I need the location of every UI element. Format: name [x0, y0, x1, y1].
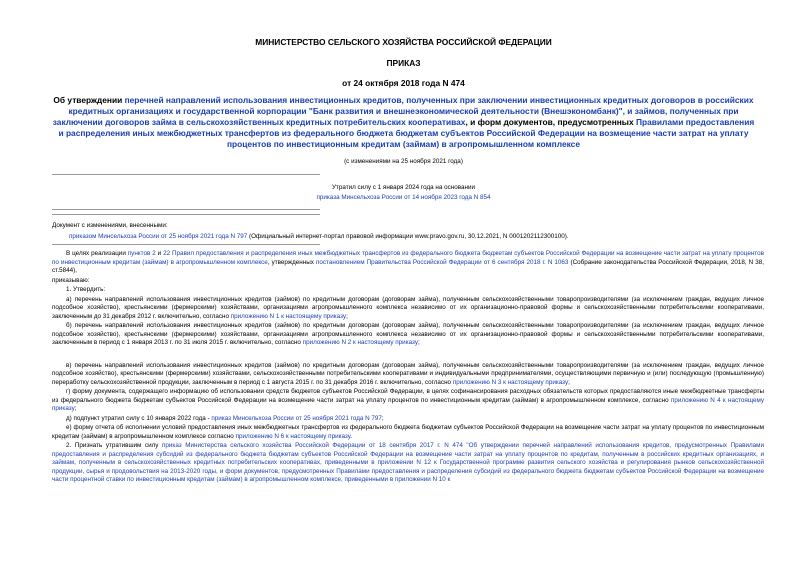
item-a — [52, 296, 764, 322]
item-v-text: в) перечень направлений использования инвестиционных кредитов (займов) по кредитным договорам (договорам займа), полученным сельскохозяйственными товаропроизводителями (за исключением граждан, ведущих личное подсобное хозяйство), крестьянскими (фермерскими) хозяйствами, сельскохозяйственными потребительскими кооперативами и индивидуальными предпринимателями, осуществляющими первичную и (или) последующую (промышленную) переработку сельскохозяйственной продукции, заключенным в период с 1 августа 2015 г. по 31 декабря 2016 г. включительно, согласно — [52, 361, 764, 386]
title-link-rules[interactable]: Правилами предоставления и распределения иных межбюджетных трансфертов из федерального бюджета бюджетам субъектов Российской Федерации на возмещение части затрат на уплату процентов по инвестиционным кредитам (займам) в агропромышленном комплексе — [58, 117, 755, 149]
intro-text: и — [155, 250, 164, 257]
title-prefix: Об утверждении — [53, 95, 125, 105]
item-v-end: ; — [568, 378, 570, 386]
item-g-text: г) форму документа, содержащего информацию об использовании средств бюджетов субъектов Российской Федерации, в целях софинансирования расходных обязательств которых предоставляются иные межбюджетные трансферты из федерального бюджета бюджетам субъектов Российской Федерации на возмещение части затрат на уплату процентов по инвестиционным кредитам (займам) в агропромышленном комплексе, согласно — [52, 388, 764, 404]
divider — [52, 209, 320, 210]
divider — [52, 244, 320, 245]
item-d-end: ; — [381, 414, 384, 422]
item-e — [52, 424, 764, 441]
document-type: ПРИКАЗ — [386, 58, 421, 68]
link-government-decree[interactable]: постановлением Правительства Российской Федерации от 6 сентября 2018 г. N 1063 — [315, 258, 569, 266]
link-rules-point-22[interactable]: 22 Правил предоставления и распределения иных межбюджетных трансфертов из федерального бюджета бюджетам субъектов Российской Федерации на возмещение части затрат на уплату процентов по инвестиционным кредитам (займам) в агропромышленном комплексе — [52, 250, 764, 266]
item-b — [52, 322, 764, 348]
intro-text: (Собрание законодательства Российской Федерации, 2018, N 38, ст.5844), — [52, 258, 764, 274]
ministry-heading: МИНИСТЕРСТВО СЕЛЬСКОГО ХОЗЯЙСТВА РОССИЙСКОЙ ФЕДЕРАЦИИ — [255, 37, 552, 47]
item-d — [52, 415, 764, 424]
item-a-end: ; — [346, 312, 348, 320]
item-b-end: ; — [417, 339, 420, 346]
item-v — [52, 362, 764, 388]
intro-text: , утвержденных — [267, 258, 316, 266]
item-g — [52, 388, 764, 414]
document-title — [52, 95, 755, 150]
item-g-end: ; — [74, 405, 77, 412]
link-order-797[interactable]: приказ Минсельхоза России от 25 ноября 2021 года N 797 — [211, 414, 382, 422]
title-middle: , и форм документов, предусмотренных — [465, 117, 636, 127]
revision-note: (с изменениями на 25 ноября 2021 года) — [344, 158, 463, 165]
divider — [52, 174, 320, 175]
link-appendix-4[interactable]: приложению N 4 к настоящему приказу — [52, 396, 764, 412]
title-link-lists[interactable]: перечней направлений использования инвестиционных кредитов, полученных при заключении инвестиционных кредитных договоров в российских кредитных организациях и государственной корпорации "Банк развития и внешнеэкономической деятельности (Внешэкономбанк)", и займов, полученных при заключении договоров займа в сельскохозяйственных кредитных потребительских кооперативах — [52, 95, 754, 127]
item-e-text: е) форму отчета об исполнении условий предоставления иных межбюджетных трансфертов из федерального бюджета бюджетам субъектов Российской Федерации на возмещение части затрат на уплату процентов по инвестиционным кредитам (займам) в агропромышленном комплексе согласно — [52, 424, 764, 440]
order-word: приказываю: — [52, 276, 90, 284]
document-body — [52, 250, 764, 485]
link-point-2[interactable]: пунктов 2 — [127, 250, 156, 257]
paragraph-2-text: 2. Признать утратившим силу — [66, 442, 162, 449]
item-d-text: д) подпункт утратил силу с 10 января 2022 года - — [66, 414, 212, 422]
amendment-link[interactable]: приказом Минсельхоза России от 25 ноября 2021 года N 797 — [69, 233, 248, 240]
intro-paragraph — [52, 250, 764, 276]
link-appendix-2[interactable]: приложению N 2 к настоящему приказу — [302, 339, 418, 346]
amendments-label: Документ с изменениями, внесенными: — [52, 222, 168, 229]
divider — [52, 214, 320, 215]
link-appendix-6[interactable]: приложению N 6 к настоящему приказу — [235, 432, 351, 440]
amendments-line — [69, 233, 759, 242]
item-a-text: а) перечень направлений использования инвестиционных кредитов (займов) по кредитным договорам (договорам займа), полученным сельскохозяйственными товаропроизводителями (за исключением граждан, ведущих личное подсобное хозяйство), крестьянскими (фермерскими) хозяйствами, организациями агропромышленного комплекса независимо от их организационно-правовой формы и сельскохозяйственными потребительскими кооперативами, заключенным до 31 декабря 2012 г. включительно, согласно — [52, 295, 764, 320]
link-appendix-1[interactable]: приложению N 1 к настоящему приказу — [230, 312, 347, 320]
lost-force-note: Утратил силу с 1 января 2024 года на основании — [331, 184, 476, 191]
link-appendix-3[interactable]: приложению N 3 к настоящему приказу — [452, 378, 569, 386]
document-date-number: от 24 октября 2018 года N 474 — [342, 78, 465, 88]
item-b-text: б) перечень направлений использования инвестиционных кредитов (займов) по кредитным договорам (договорам займа), полученным сельскохозяйственными товаропроизводителями (за исключением граждан, ведущих личное подсобное хозяйство), крестьянскими (фермерскими) хозяйствами, организациями агропромышленного комплекса независимо от их организационно-правовой формы и сельскохозяйственными потребительскими кооперативами, заключенным в период с 1 января 2013 г. по 31 июля 2015 г. включительно, согласно — [52, 322, 764, 346]
lost-force-link[interactable]: приказа Минсельхоза России от 14 ноября 2023 года N 854 — [316, 194, 491, 201]
item-e-end: . — [350, 432, 353, 440]
paragraph-2 — [52, 442, 764, 485]
link-order-2017-474[interactable]: приказ Министерства сельского хозяйства Российской Федерации от 18 сентября 2017 г. N 474 "Об утверждении перечней направлений использования кредитов, предусмотренных Правилами предоставления и распределения субсидий из федерального бюджета бюджетам субъектов Российской Федерации на возмещение части затрат на уплату процентов по кредитам, полученным в российских кредитных организациях, и займам, полученным в сельскохозяйственных кредитных потребительских кооперативах, приведенными в приложении N 12 к Государственной программе развития сельского хозяйства и регулирования рынков сельскохозяйственной продукции, сырья и продовольствия на 2013-2020 годы, и форм документов, предусмотренных Правилами предоставления и распределения субсидий из федерального бюджета бюджетам субъектов Российской Федерации на возмещение части процентной ставки по инвестиционным кредитам (займам) в агропромышленном комплексе, приведенными в приложении N 10 к — [52, 442, 764, 483]
intro-text: В целях реализации — [66, 250, 128, 257]
approve-heading: 1. Утвердить: — [66, 286, 106, 293]
amendment-source: (Официальный интернет-портал правовой информации www.pravo.gov.ru, 30.12.2021, N 0001202112300100). — [247, 233, 569, 240]
